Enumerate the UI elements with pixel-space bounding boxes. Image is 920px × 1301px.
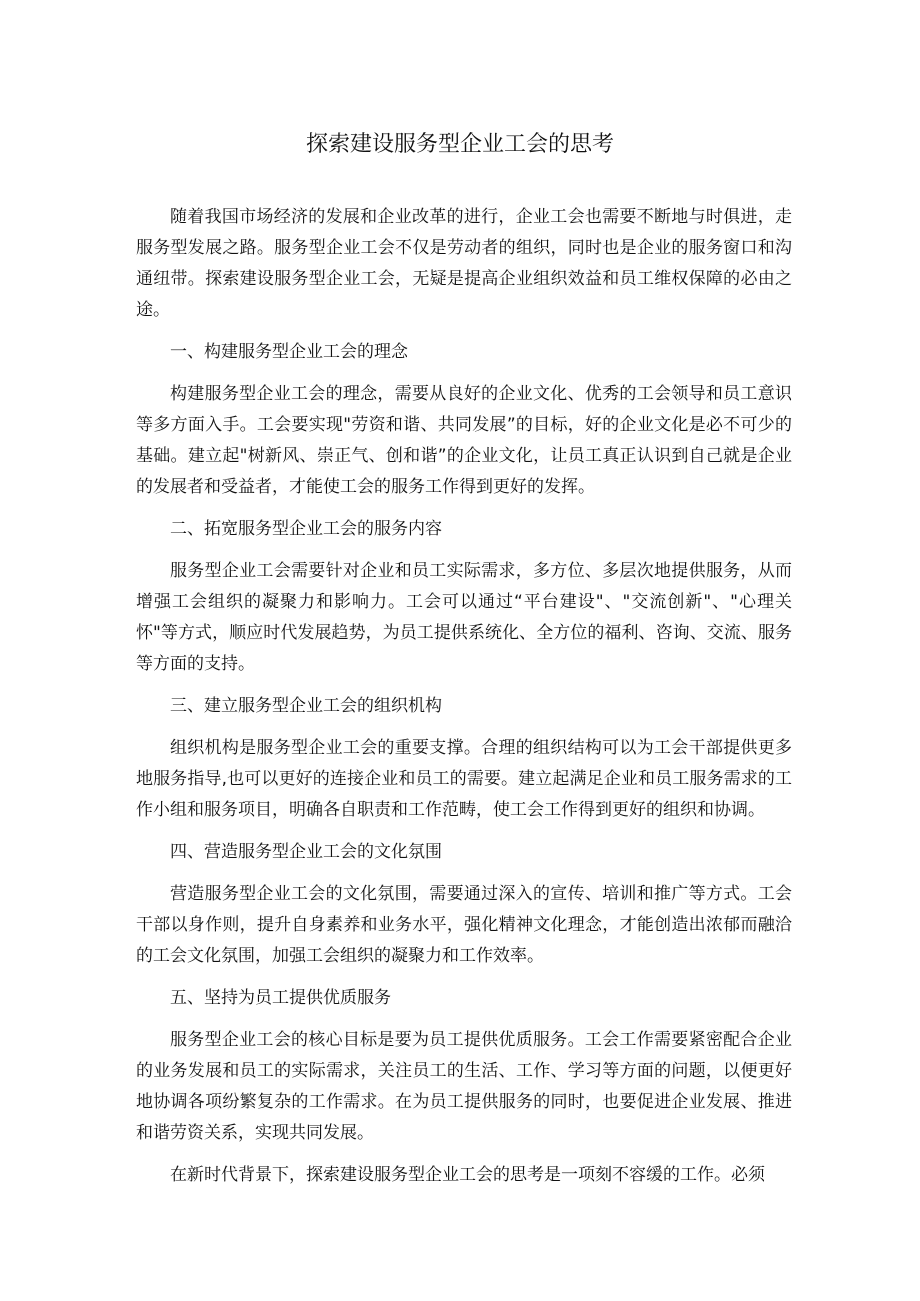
- closing-paragraph: 在新时代背景下，探索建设服务型企业工会的思考是一项刻不容缓的工作。必须: [170, 1165, 765, 1185]
- document-body: [136, 202, 792, 1202]
- section-paragraph-2: 服务型企业工会需要针对企业和员工实际需求，多方位、多层次地提供服务，从而增强工会组织的凝聚力和影响力。工会可以通过“平台建设"、"交流创新"、"心理关怀"等方式，顺应时代发展趋势，为员工提供系统化、全方位的福利、咨询、交流、服务等方面的支持。: [136, 561, 792, 674]
- section-paragraph-3: 组织机构是服务型企业工会的重要支撑。合理的组织结构可以为工会干部提供更多地服务指导,也可以更好的连接企业和员工的需要。建立起满足企业和员工服务需求的工作小组和服务项目，明确各自职责和工作范畴，使工会工作得到更好的组织和协调。: [136, 738, 792, 820]
- section-heading-5: 五、坚持为员工提供优质服务: [170, 988, 391, 1008]
- section-heading-4: 四、营造服务型企业工会的文化氛围: [170, 842, 442, 862]
- section-heading-3: 三、建立服务型企业工会的组织机构: [170, 696, 442, 716]
- section-paragraph-4: 营造服务型企业工会的文化氛围，需要通过深入的宣传、培训和推广等方式。工会干部以身作则，提升自身素养和业务水平，强化精神文化理念，才能创造出浓郁而融洽的工会文化氛围，加强工会组织的凝聚力和工作效率。: [136, 884, 792, 966]
- document-title: 探索建设服务型企业工会的思考: [305, 132, 614, 157]
- section-heading-2: 二、拓宽服务型企业工会的服务内容: [170, 519, 442, 539]
- section-paragraph-5: 服务型企业工会的核心目标是要为员工提供优质服务。工会工作需要紧密配合企业的业务发展和员工的实际需求，关注员工的生活、工作、学习等方面的问题，以便更好地协调各项纷繁复杂的工作需求。在为员工提供服务的同时，也要促进企业发展、推进和谐劳资关系，实现共同发展。: [136, 1030, 792, 1143]
- section-paragraph-1: 构建服务型企业工会的理念，需要从良好的企业文化、优秀的工会领导和员工意识等多方面入手。工会要实现"劳资和谐、共同发展”的目标，好的企业文化是必不可少的基础。建立起"树新风、崇正气、创和谐”的企业文化，让员工真正认识到自己就是企业的发展者和受益者，才能使工会的服务工作得到更好的发挥。: [136, 384, 792, 497]
- intro-paragraph: 随着我国市场经济的发展和企业改革的进行，企业工会也需要不断地与时俱进，走服务型发展之路。服务型企业工会不仅是劳动者的组织，同时也是企业的服务窗口和沟通纽带。探索建设服务型企业工会，无疑是提高企业组织效益和员工维权保障的必由之途。: [136, 207, 792, 320]
- section-heading-1: 一、构建服务型企业工会的理念: [170, 342, 408, 362]
